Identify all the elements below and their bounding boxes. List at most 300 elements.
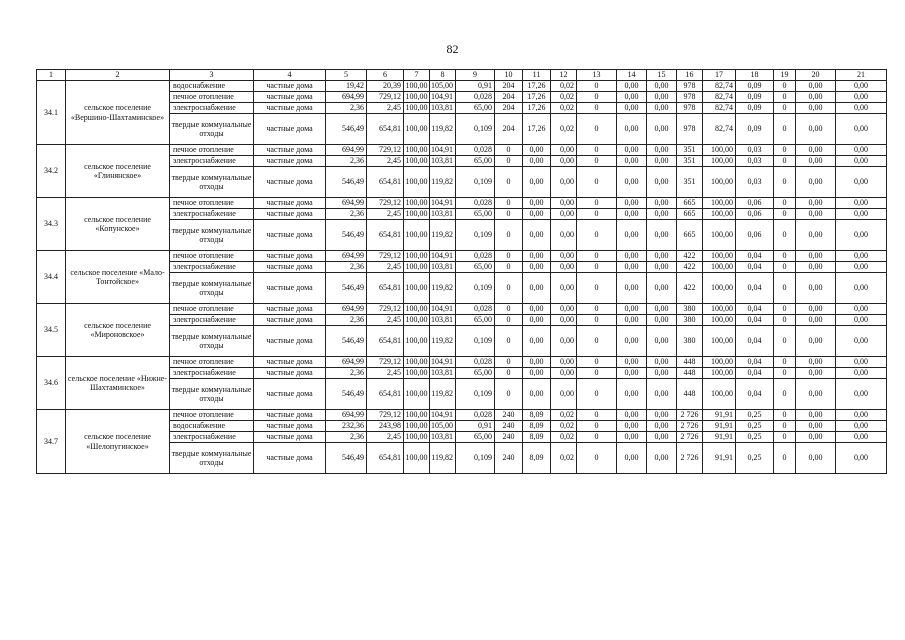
value-cell: 65,00 — [456, 315, 495, 326]
value-cell: 422 — [677, 251, 703, 262]
column-number: 13 — [577, 70, 617, 81]
value-cell: 204 — [495, 92, 523, 103]
value-cell: 82,74 — [703, 92, 736, 103]
value-cell: 0,00 — [647, 273, 677, 304]
value-cell: 0 — [495, 167, 523, 198]
value-cell: 0,00 — [836, 432, 887, 443]
value-cell: 17,26 — [523, 92, 551, 103]
column-number: 1 — [37, 70, 66, 81]
value-cell: 100,00 — [405, 198, 428, 208]
value-cell: 0,00 — [647, 304, 677, 315]
value-cell: 0,25 — [736, 443, 774, 474]
value-cell: 0,028 — [456, 198, 495, 209]
value-cell: 380 — [677, 326, 703, 357]
value-cell: 0,109 — [456, 114, 495, 145]
column-number: 3 — [170, 70, 254, 81]
value-cell: 100,00 — [405, 209, 428, 219]
value-cell: 0,00 — [796, 304, 836, 315]
value-cell: 694,99 — [326, 198, 367, 209]
value-cell: 100,00 — [405, 315, 428, 325]
value-cell: 0,06 — [736, 198, 774, 209]
value-cell: 65,00 — [456, 262, 495, 273]
service-cell: электроснабжение — [170, 315, 254, 326]
value-cell: 104,91 — [430, 304, 456, 315]
service-cell: твердые коммунальные отходы — [170, 443, 254, 474]
table-row — [37, 198, 887, 209]
value-cell: 82,74 — [703, 81, 736, 92]
value-cell: 0,00 — [617, 421, 647, 432]
value-cell: 0,00 — [647, 156, 677, 167]
value-cell: 103,81 — [430, 368, 456, 379]
value-cell: 0,00 — [647, 209, 677, 220]
value-cell: 104,91 — [430, 357, 456, 368]
value-cell: 0,00 — [551, 251, 577, 262]
value-cell: 0 — [577, 92, 617, 103]
value-cell: 0,03 — [736, 167, 774, 198]
value-cell: 0,00 — [617, 145, 647, 156]
value-cell: 0,028 — [456, 304, 495, 315]
value-cell: 0,02 — [551, 432, 577, 443]
value-cell: 0,02 — [551, 410, 577, 421]
value-cell: 0,06 — [736, 209, 774, 220]
value-cell: 0,00 — [836, 167, 887, 198]
value-cell: 0,03 — [736, 145, 774, 156]
value-cell: 0 — [577, 304, 617, 315]
settlement-number: 34.6 — [37, 357, 66, 410]
value-cell: 2,36 — [326, 315, 367, 326]
value-cell: 0,02 — [551, 443, 577, 474]
value-cell: 0,00 — [551, 167, 577, 198]
value-cell: 0,109 — [456, 443, 495, 474]
value-cell: 0,00 — [647, 251, 677, 262]
service-cell: твердые коммунальные отходы — [170, 326, 254, 357]
value-cell: 100,00 — [703, 156, 736, 167]
value-cell: 2,45 — [367, 103, 404, 114]
value-cell: 2,36 — [326, 432, 367, 443]
value-cell: 65,00 — [456, 432, 495, 443]
value-cell: 0,04 — [736, 368, 774, 379]
value-cell: 0 — [774, 92, 796, 103]
value-cell: 0,00 — [523, 304, 551, 315]
table-body — [37, 70, 887, 474]
value-cell: 17,26 — [523, 114, 551, 145]
value-cell: 0,00 — [836, 103, 887, 114]
value-cell: 0,00 — [647, 315, 677, 326]
value-cell: 100,00 — [404, 273, 430, 304]
value-cell: 0,09 — [736, 114, 774, 145]
settlement-number: 34.7 — [37, 410, 66, 474]
housing-type-cell: частные дома — [254, 220, 326, 251]
value-cell: 0,00 — [647, 357, 677, 368]
value-cell: 119,82 — [430, 167, 456, 198]
housing-type-cell: частные дома — [254, 209, 326, 220]
value-cell: 2,45 — [367, 209, 404, 220]
value-cell: 0,00 — [617, 315, 647, 326]
value-cell: 103,81 — [430, 209, 456, 220]
service-cell: печное отопление — [170, 410, 254, 421]
value-cell: 100,00 — [405, 368, 428, 378]
value-cell: 2,45 — [367, 156, 404, 167]
value-cell: 100,00 — [703, 304, 736, 315]
value-cell: 0 — [774, 198, 796, 209]
value-cell: 100,00 — [405, 421, 428, 431]
value-cell: 0 — [495, 198, 523, 209]
value-cell: 0 — [577, 357, 617, 368]
value-cell: 100,00 — [703, 368, 736, 379]
service-cell: электроснабжение — [170, 432, 254, 443]
value-cell: 0,00 — [796, 81, 836, 92]
settlement-number: 34.5 — [37, 304, 66, 357]
value-cell: 0,25 — [736, 410, 774, 421]
value-cell: 0,00 — [647, 81, 677, 92]
value-cell: 100,00 — [404, 326, 430, 357]
value-cell: 0,00 — [617, 103, 647, 114]
settlement-number: 34.2 — [37, 145, 66, 198]
service-cell: твердые коммунальные отходы — [170, 220, 254, 251]
value-cell: 0,00 — [523, 273, 551, 304]
value-cell: 448 — [677, 379, 703, 410]
value-cell: 243,98 — [367, 421, 404, 432]
value-cell: 0 — [774, 103, 796, 114]
service-cell: твердые коммунальные отходы — [170, 379, 254, 410]
value-cell: 0 — [495, 262, 523, 273]
housing-type-cell: частные дома — [254, 326, 326, 357]
value-cell: 2 726 — [677, 432, 703, 443]
value-cell: 0,00 — [647, 410, 677, 421]
value-cell: 240 — [495, 410, 523, 421]
value-cell: 0,00 — [836, 304, 887, 315]
value-cell: 0 — [774, 273, 796, 304]
value-cell: 0 — [774, 167, 796, 198]
value-cell: 100,00 — [405, 410, 428, 420]
value-cell: 0 — [774, 156, 796, 167]
value-cell: 380 — [677, 315, 703, 326]
housing-type-cell: частные дома — [254, 421, 326, 432]
value-cell: 0,00 — [836, 145, 887, 156]
column-number: 7 — [404, 70, 430, 81]
value-cell: 694,99 — [326, 251, 367, 262]
column-number: 18 — [736, 70, 774, 81]
table-row — [37, 357, 887, 368]
service-cell: электроснабжение — [170, 209, 254, 220]
value-cell: 0,00 — [836, 326, 887, 357]
value-cell: 0,109 — [456, 273, 495, 304]
service-cell: печное отопление — [170, 304, 254, 315]
value-cell: 0,00 — [796, 209, 836, 220]
value-cell: 0 — [577, 220, 617, 251]
settlement-name: сельское поселение «Мало-Тонтойское» — [66, 251, 170, 304]
value-cell: 0,00 — [551, 368, 577, 379]
value-cell: 2,45 — [367, 432, 404, 443]
column-number: 20 — [796, 70, 836, 81]
value-cell: 546,49 — [326, 220, 367, 251]
value-cell: 0 — [495, 209, 523, 220]
value-cell: 729,12 — [367, 92, 404, 103]
value-cell: 654,81 — [367, 443, 404, 474]
value-cell: 0,00 — [523, 251, 551, 262]
value-cell: 0,04 — [736, 379, 774, 410]
value-cell: 103,81 — [430, 103, 456, 114]
value-cell: 0,00 — [796, 220, 836, 251]
value-cell: 0,00 — [617, 326, 647, 357]
value-cell: 351 — [677, 167, 703, 198]
value-cell: 0,00 — [551, 145, 577, 156]
value-cell: 0 — [774, 315, 796, 326]
service-cell: печное отопление — [170, 251, 254, 262]
value-cell: 2,45 — [367, 262, 404, 273]
table-row — [37, 304, 887, 315]
value-cell: 100,00 — [703, 167, 736, 198]
value-cell: 119,82 — [430, 379, 456, 410]
value-cell: 422 — [677, 273, 703, 304]
value-cell: 0 — [495, 304, 523, 315]
value-cell: 0,00 — [617, 220, 647, 251]
value-cell: 100,00 — [703, 315, 736, 326]
value-cell: 0,04 — [736, 304, 774, 315]
value-cell: 694,99 — [326, 145, 367, 156]
value-cell: 0,00 — [647, 220, 677, 251]
value-cell: 0,00 — [796, 114, 836, 145]
value-cell: 0,03 — [736, 156, 774, 167]
value-cell: 100,00 — [405, 432, 428, 442]
column-number: 5 — [326, 70, 367, 81]
value-cell: 0,028 — [456, 145, 495, 156]
value-cell: 729,12 — [367, 304, 404, 315]
value-cell: 0,00 — [523, 368, 551, 379]
value-cell: 0,00 — [836, 273, 887, 304]
value-cell: 0,00 — [796, 273, 836, 304]
value-cell: 119,82 — [430, 443, 456, 474]
value-cell: 0,00 — [523, 167, 551, 198]
value-cell: 100,00 — [703, 357, 736, 368]
value-cell: 2,45 — [367, 315, 404, 326]
service-cell: печное отопление — [170, 198, 254, 209]
value-cell: 100,00 — [405, 304, 428, 314]
value-cell: 0 — [577, 251, 617, 262]
value-cell: 0,00 — [551, 304, 577, 315]
value-cell: 105,00 — [430, 421, 456, 432]
value-cell: 978 — [677, 114, 703, 145]
value-cell: 100,00 — [703, 220, 736, 251]
service-cell: печное отопление — [170, 92, 254, 103]
value-cell: 0,09 — [736, 103, 774, 114]
value-cell: 0,00 — [836, 81, 887, 92]
column-number: 8 — [430, 70, 456, 81]
value-cell: 0,00 — [647, 421, 677, 432]
value-cell: 0,00 — [796, 443, 836, 474]
value-cell: 0 — [577, 103, 617, 114]
value-cell: 546,49 — [326, 326, 367, 357]
value-cell: 0,00 — [523, 315, 551, 326]
value-cell: 91,91 — [703, 432, 736, 443]
value-cell: 0,04 — [736, 357, 774, 368]
value-cell: 103,81 — [430, 315, 456, 326]
settlement-name: сельское поселение «Шелопугинское» — [66, 410, 170, 474]
value-cell: 0,00 — [796, 315, 836, 326]
value-cell: 694,99 — [326, 92, 367, 103]
value-cell: 0 — [577, 81, 617, 92]
service-cell: электроснабжение — [170, 103, 254, 114]
value-cell: 0,00 — [617, 198, 647, 209]
housing-type-cell: частные дома — [254, 315, 326, 326]
value-cell: 0 — [577, 379, 617, 410]
value-cell: 448 — [677, 357, 703, 368]
settlement-name: сельское поселение «Глинянское» — [66, 145, 170, 198]
value-cell: 91,91 — [703, 410, 736, 421]
value-cell: 240 — [495, 421, 523, 432]
value-cell: 654,81 — [367, 167, 404, 198]
value-cell: 0,00 — [523, 326, 551, 357]
value-cell: 0,00 — [796, 103, 836, 114]
housing-type-cell: частные дома — [254, 114, 326, 145]
value-cell: 0,00 — [836, 315, 887, 326]
value-cell: 448 — [677, 368, 703, 379]
value-cell: 0,00 — [647, 145, 677, 156]
value-cell: 2,45 — [367, 368, 404, 379]
column-number: 21 — [836, 70, 887, 81]
value-cell: 729,12 — [367, 198, 404, 209]
value-cell: 91,91 — [703, 421, 736, 432]
column-number: 11 — [523, 70, 551, 81]
value-cell: 0 — [774, 421, 796, 432]
value-cell: 0 — [577, 421, 617, 432]
housing-type-cell: частные дома — [254, 410, 326, 421]
service-cell: твердые коммунальные отходы — [170, 114, 254, 145]
value-cell: 105,00 — [430, 81, 456, 92]
value-cell: 204 — [495, 114, 523, 145]
housing-type-cell: частные дома — [254, 156, 326, 167]
settlement-name: сельское поселение «Копунское» — [66, 198, 170, 251]
value-cell: 8,09 — [523, 410, 551, 421]
value-cell: 100,00 — [404, 443, 430, 474]
value-cell: 0,00 — [836, 357, 887, 368]
value-cell: 103,81 — [430, 156, 456, 167]
value-cell: 100,00 — [703, 251, 736, 262]
value-cell: 0,91 — [456, 421, 495, 432]
value-cell: 0,00 — [836, 368, 887, 379]
settlement-number: 34.4 — [37, 251, 66, 304]
column-number: 16 — [677, 70, 703, 81]
value-cell: 100,00 — [703, 379, 736, 410]
column-number: 17 — [703, 70, 736, 81]
value-cell: 100,00 — [405, 251, 428, 261]
value-cell: 232,36 — [326, 421, 367, 432]
value-cell: 0,00 — [551, 156, 577, 167]
value-cell: 0 — [577, 326, 617, 357]
value-cell: 100,00 — [405, 145, 428, 155]
value-cell: 100,00 — [405, 262, 428, 272]
value-cell: 0 — [495, 156, 523, 167]
value-cell: 0,00 — [796, 198, 836, 209]
value-cell: 0,00 — [551, 379, 577, 410]
tariff-table — [36, 69, 887, 474]
value-cell: 19,42 — [326, 81, 367, 92]
value-cell: 100,00 — [405, 156, 428, 166]
value-cell: 0,00 — [647, 167, 677, 198]
value-cell: 100,00 — [703, 209, 736, 220]
value-cell: 0,04 — [736, 273, 774, 304]
value-cell: 100,00 — [703, 273, 736, 304]
service-cell: водоснабжение — [170, 421, 254, 432]
service-cell: печное отопление — [170, 145, 254, 156]
value-cell: 0,00 — [647, 326, 677, 357]
housing-type-cell: частные дома — [254, 262, 326, 273]
settlement-number: 34.1 — [37, 81, 66, 145]
value-cell: 65,00 — [456, 368, 495, 379]
value-cell: 2,36 — [326, 368, 367, 379]
value-cell: 2 726 — [677, 410, 703, 421]
housing-type-cell: частные дома — [254, 432, 326, 443]
housing-type-cell: частные дома — [254, 357, 326, 368]
value-cell: 0,00 — [617, 114, 647, 145]
value-cell: 978 — [677, 103, 703, 114]
value-cell: 0,109 — [456, 326, 495, 357]
service-cell: электроснабжение — [170, 262, 254, 273]
value-cell: 0,028 — [456, 92, 495, 103]
value-cell: 2,36 — [326, 209, 367, 220]
column-number: 10 — [495, 70, 523, 81]
value-cell: 0,00 — [617, 262, 647, 273]
value-cell: 351 — [677, 145, 703, 156]
value-cell: 0,00 — [523, 357, 551, 368]
value-cell: 8,09 — [523, 443, 551, 474]
table-row — [37, 251, 887, 262]
value-cell: 0 — [774, 304, 796, 315]
value-cell: 0,00 — [523, 198, 551, 209]
value-cell: 0,00 — [836, 262, 887, 273]
value-cell: 8,09 — [523, 432, 551, 443]
value-cell: 0,00 — [617, 410, 647, 421]
value-cell: 0,00 — [796, 410, 836, 421]
service-cell: твердые коммунальные отходы — [170, 273, 254, 304]
value-cell: 0 — [577, 198, 617, 209]
value-cell: 0 — [774, 81, 796, 92]
value-cell: 100,00 — [703, 262, 736, 273]
value-cell: 978 — [677, 92, 703, 103]
value-cell: 0,00 — [551, 273, 577, 304]
value-cell: 978 — [677, 81, 703, 92]
value-cell: 17,26 — [523, 103, 551, 114]
value-cell: 0,00 — [836, 209, 887, 220]
value-cell: 0 — [495, 273, 523, 304]
value-cell: 2,36 — [326, 262, 367, 273]
value-cell: 0 — [577, 315, 617, 326]
value-cell: 104,91 — [430, 410, 456, 421]
value-cell: 0,00 — [551, 262, 577, 273]
value-cell: 0,00 — [647, 443, 677, 474]
value-cell: 0 — [774, 262, 796, 273]
value-cell: 0 — [495, 326, 523, 357]
settlement-name: сельское поселение «Вершино-Шахтаминское» — [66, 81, 170, 145]
housing-type-cell: частные дома — [254, 92, 326, 103]
housing-type-cell: частные дома — [254, 368, 326, 379]
column-number: 14 — [617, 70, 647, 81]
value-cell: 0,00 — [647, 379, 677, 410]
value-cell: 0,91 — [456, 81, 495, 92]
value-cell: 0 — [495, 368, 523, 379]
value-cell: 0,00 — [796, 167, 836, 198]
value-cell: 546,49 — [326, 114, 367, 145]
value-cell: 0,00 — [836, 410, 887, 421]
value-cell: 0 — [774, 410, 796, 421]
value-cell: 0,00 — [523, 145, 551, 156]
value-cell: 0,00 — [647, 262, 677, 273]
value-cell: 0,00 — [647, 114, 677, 145]
value-cell: 422 — [677, 262, 703, 273]
housing-type-cell: частные дома — [254, 81, 326, 92]
value-cell: 0,25 — [736, 421, 774, 432]
value-cell: 100,00 — [405, 92, 428, 102]
